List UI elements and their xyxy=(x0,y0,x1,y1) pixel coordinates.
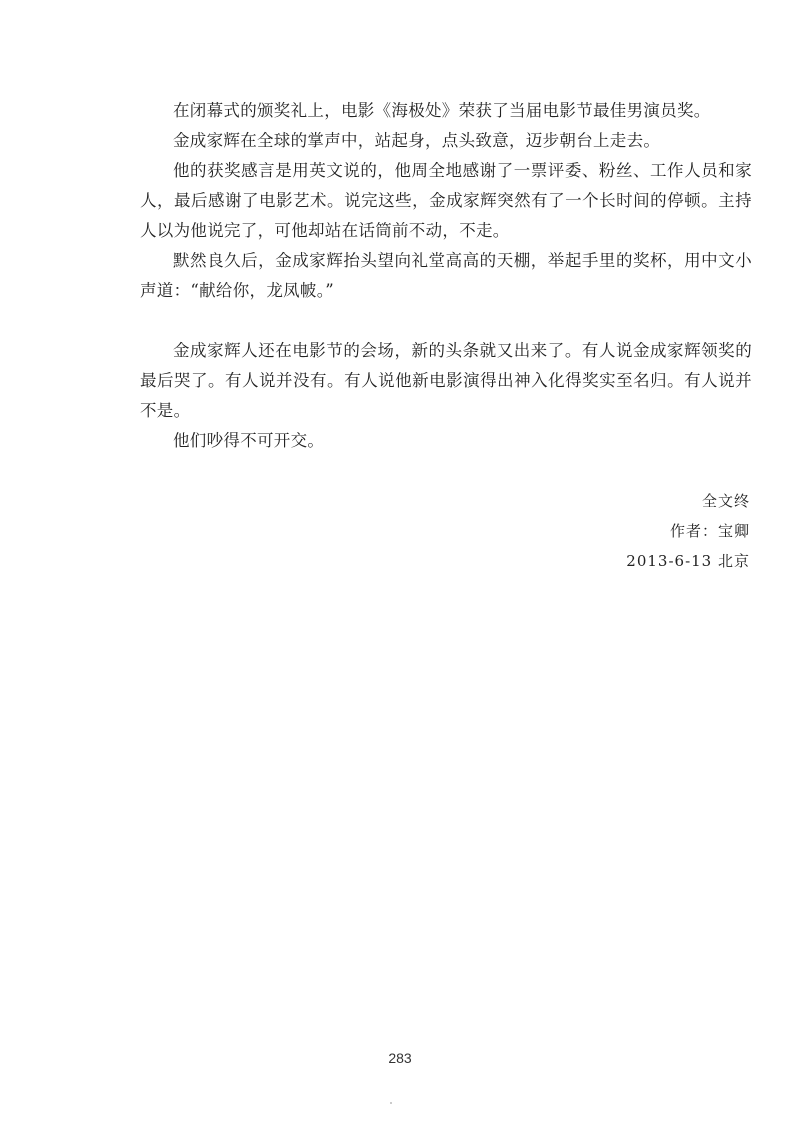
end-mark: 全文终 xyxy=(701,492,750,510)
signature-block xyxy=(626,486,750,576)
paragraph: 在闭幕式的颁奖礼上，电影《海极处》荣获了当届电影节最佳男演员奖。 xyxy=(173,101,711,120)
paragraph: 他们吵得不可开交。 xyxy=(173,431,325,450)
page-number: 283 xyxy=(388,1050,412,1066)
scan-speck xyxy=(390,1102,392,1104)
text-block-2 xyxy=(140,336,752,456)
paragraph: 他的获奖感言是用英文说的，他周全地感谢了一票评委、粉丝、工作人员和家人，最后感谢了电影艺术。说完这些，金成家辉突然有了一个长时间的停顿。主持人以为他说完了，可他却站在话筒前不动，不走。 xyxy=(140,161,752,240)
text-block-1 xyxy=(140,96,752,306)
date-place: 2013-6-13 北京 xyxy=(626,552,750,570)
paragraph: 金成家辉人还在电影节的会场，新的头条就又出来了。有人说金成家辉领奖的最后哭了。有人说并没有。有人说他新电影演得出神入化得奖实至名归。有人说并不是。 xyxy=(140,341,752,420)
author-line: 作者：宝卿 xyxy=(669,522,750,540)
paragraph: 金成家辉在全球的掌声中，站起身，点头致意，迈步朝台上走去。 xyxy=(173,131,661,150)
paragraph: 默然良久后，金成家辉抬头望向礼堂高高的天棚，举起手里的奖杯，用中文小声道：“献给你，龙凤帔。” xyxy=(140,251,752,300)
